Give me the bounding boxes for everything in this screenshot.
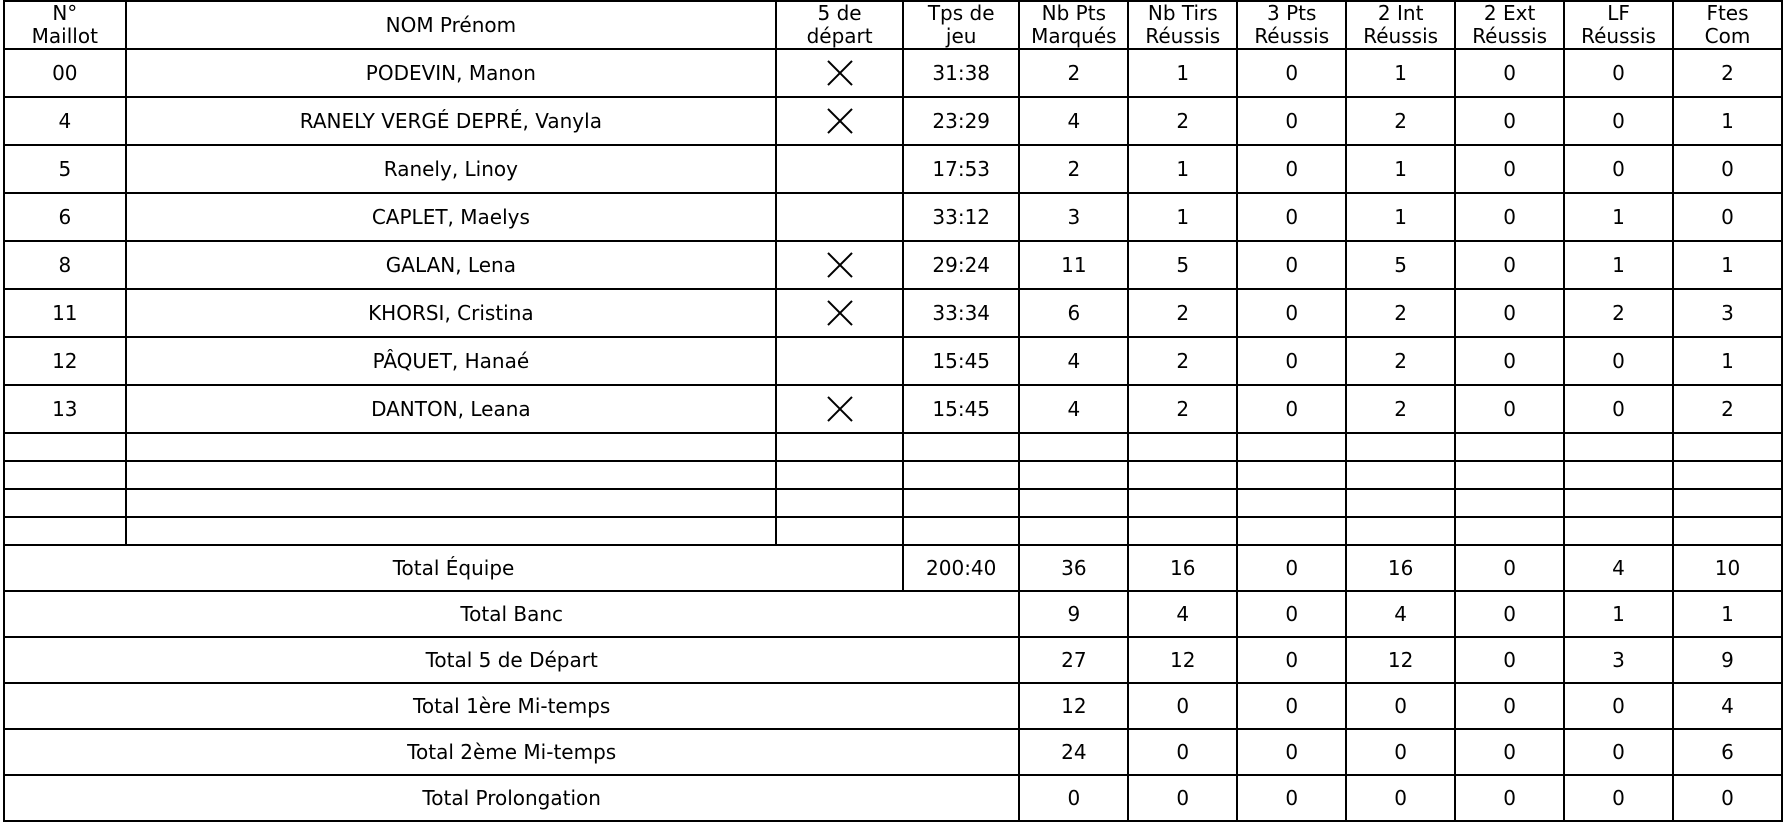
total-points: 36 [1019, 545, 1128, 591]
total-row [4, 775, 1782, 821]
col-two-inside-header [1346, 1, 1455, 49]
col-starting-five-header-line: 5 de [817, 1, 862, 25]
total-free-throws: 4 [1564, 545, 1673, 591]
play-time [903, 489, 1019, 517]
col-three-points-header-line: 3 Pts [1267, 1, 1317, 25]
player-three-points: 0 [1237, 385, 1346, 433]
player-two-outside: 0 [1455, 145, 1564, 193]
player-number: 6 [4, 193, 126, 241]
player-name [126, 517, 776, 545]
player-free-throws [1564, 461, 1673, 489]
table-row [4, 49, 1782, 97]
starting-five-cell [776, 97, 903, 145]
col-shots-made-header [1128, 1, 1237, 49]
player-fouls: 2 [1673, 385, 1782, 433]
table-row [4, 385, 1782, 433]
total-label: Total 2ème Mi-temps [4, 729, 1019, 775]
col-player-name-header-line: NOM Prénom [385, 12, 517, 37]
total-label: Total 1ère Mi-temps [4, 683, 1019, 729]
total-free-throws: 0 [1564, 683, 1673, 729]
col-starting-five-header-line: départ [806, 24, 873, 48]
play-time [903, 517, 1019, 545]
player-two-outside: 0 [1455, 337, 1564, 385]
player-name: KHORSI, Cristina [126, 289, 776, 337]
player-fouls [1673, 461, 1782, 489]
empty-row [4, 433, 1782, 461]
empty-row [4, 517, 1782, 545]
total-two-outside: 0 [1455, 775, 1564, 821]
total-shots-made: 12 [1128, 637, 1237, 683]
total-two-outside: 0 [1455, 683, 1564, 729]
total-row [4, 545, 1782, 591]
player-number: 12 [4, 337, 126, 385]
total-shots-made: 16 [1128, 545, 1237, 591]
player-three-points: 0 [1237, 145, 1346, 193]
col-number-header-line: Maillot [31, 24, 98, 48]
col-play-time-header-line: Tps de [927, 1, 995, 25]
total-shots-made: 4 [1128, 591, 1237, 637]
col-two-inside-header-line: 2 Int [1377, 1, 1424, 25]
player-fouls [1673, 433, 1782, 461]
cross-icon [823, 56, 857, 90]
col-play-time-header [903, 1, 1019, 49]
empty-row [4, 461, 1782, 489]
player-points [1019, 461, 1128, 489]
player-two-outside [1455, 489, 1564, 517]
total-free-throws: 3 [1564, 637, 1673, 683]
player-two-outside: 0 [1455, 241, 1564, 289]
player-points: 3 [1019, 193, 1128, 241]
total-three-points: 0 [1237, 683, 1346, 729]
player-two-outside: 0 [1455, 49, 1564, 97]
player-points: 2 [1019, 49, 1128, 97]
total-fouls: 10 [1673, 545, 1782, 591]
starting-five-cell [776, 289, 903, 337]
total-points: 9 [1019, 591, 1128, 637]
total-shots-made: 0 [1128, 775, 1237, 821]
player-name: GALAN, Lena [126, 241, 776, 289]
table-row [4, 337, 1782, 385]
col-fouls-header-line: Ftes [1706, 1, 1749, 25]
total-points: 27 [1019, 637, 1128, 683]
col-free-throws-header-line: LF [1607, 1, 1630, 25]
total-two-inside: 0 [1346, 729, 1455, 775]
player-three-points: 0 [1237, 193, 1346, 241]
play-time: 15:45 [903, 385, 1019, 433]
player-number: 8 [4, 241, 126, 289]
player-points: 4 [1019, 337, 1128, 385]
player-shots-made [1128, 461, 1237, 489]
total-free-throws: 0 [1564, 729, 1673, 775]
col-two-outside-header-line: Réussis [1472, 24, 1547, 48]
player-two-inside: 2 [1346, 385, 1455, 433]
player-number [4, 433, 126, 461]
player-rows [4, 49, 1782, 545]
player-points [1019, 489, 1128, 517]
play-time [903, 461, 1019, 489]
player-name: CAPLET, Maelys [126, 193, 776, 241]
total-three-points: 0 [1237, 591, 1346, 637]
player-stats-table [3, 0, 1783, 822]
player-name [126, 433, 776, 461]
player-three-points: 0 [1237, 49, 1346, 97]
play-time: 29:24 [903, 241, 1019, 289]
player-name: PODEVIN, Manon [126, 49, 776, 97]
total-two-outside: 0 [1455, 591, 1564, 637]
player-two-inside [1346, 433, 1455, 461]
player-three-points [1237, 517, 1346, 545]
starting-five-cell [776, 461, 903, 489]
player-free-throws [1564, 489, 1673, 517]
cross-icon [823, 392, 857, 426]
total-label: Total 5 de Départ [4, 637, 1019, 683]
cross-icon [823, 104, 857, 138]
player-shots-made: 2 [1128, 97, 1237, 145]
player-name [126, 489, 776, 517]
player-three-points [1237, 489, 1346, 517]
play-time [903, 433, 1019, 461]
player-free-throws: 0 [1564, 337, 1673, 385]
total-fouls: 6 [1673, 729, 1782, 775]
total-fouls: 0 [1673, 775, 1782, 821]
player-two-inside: 2 [1346, 289, 1455, 337]
total-two-inside: 16 [1346, 545, 1455, 591]
col-player-name-header [126, 1, 776, 49]
player-two-inside: 1 [1346, 145, 1455, 193]
player-points: 4 [1019, 97, 1128, 145]
col-free-throws-header [1564, 1, 1673, 49]
total-label: Total Équipe [4, 545, 903, 591]
play-time: 17:53 [903, 145, 1019, 193]
player-two-inside [1346, 461, 1455, 489]
player-number: 00 [4, 49, 126, 97]
total-three-points: 0 [1237, 775, 1346, 821]
play-time: 15:45 [903, 337, 1019, 385]
table-row [4, 145, 1782, 193]
player-two-outside: 0 [1455, 193, 1564, 241]
starting-five-cell [776, 49, 903, 97]
total-two-outside: 0 [1455, 637, 1564, 683]
player-number [4, 489, 126, 517]
player-two-outside [1455, 461, 1564, 489]
player-free-throws: 0 [1564, 385, 1673, 433]
player-fouls: 0 [1673, 145, 1782, 193]
table-row [4, 241, 1782, 289]
total-points: 0 [1019, 775, 1128, 821]
player-points: 4 [1019, 385, 1128, 433]
total-two-inside: 4 [1346, 591, 1455, 637]
total-fouls: 1 [1673, 591, 1782, 637]
col-two-outside-header-line: 2 Ext [1483, 1, 1536, 25]
total-fouls: 9 [1673, 637, 1782, 683]
player-two-outside: 0 [1455, 289, 1564, 337]
table-row [4, 193, 1782, 241]
play-time: 23:29 [903, 97, 1019, 145]
total-fouls: 4 [1673, 683, 1782, 729]
col-points-header-line: Marqués [1031, 24, 1117, 48]
player-free-throws: 0 [1564, 97, 1673, 145]
col-three-points-header-line: Réussis [1254, 24, 1330, 48]
player-number: 4 [4, 97, 126, 145]
player-fouls [1673, 489, 1782, 517]
starting-five-cell [776, 385, 903, 433]
total-row [4, 591, 1782, 637]
player-number: 13 [4, 385, 126, 433]
starting-five-cell [776, 193, 903, 241]
total-two-inside: 0 [1346, 775, 1455, 821]
player-name: DANTON, Leana [126, 385, 776, 433]
player-free-throws: 1 [1564, 241, 1673, 289]
player-shots-made: 2 [1128, 385, 1237, 433]
player-free-throws: 1 [1564, 193, 1673, 241]
total-row [4, 683, 1782, 729]
total-two-inside: 12 [1346, 637, 1455, 683]
player-fouls: 0 [1673, 193, 1782, 241]
col-shots-made-header-line: Réussis [1145, 24, 1221, 48]
col-fouls-header [1673, 1, 1782, 49]
total-three-points: 0 [1237, 545, 1346, 591]
player-fouls: 2 [1673, 49, 1782, 97]
player-name: PÂQUET, Hanaé [126, 337, 776, 385]
col-two-outside-header [1455, 1, 1564, 49]
play-time: 33:12 [903, 193, 1019, 241]
player-two-inside [1346, 517, 1455, 545]
total-two-outside: 0 [1455, 729, 1564, 775]
total-play-time: 200:40 [903, 545, 1019, 591]
player-fouls: 1 [1673, 241, 1782, 289]
starting-five-cell [776, 145, 903, 193]
player-two-inside: 2 [1346, 337, 1455, 385]
total-shots-made: 0 [1128, 729, 1237, 775]
total-label: Total Banc [4, 591, 1019, 637]
player-fouls: 3 [1673, 289, 1782, 337]
player-number [4, 517, 126, 545]
total-label: Total Prolongation [4, 775, 1019, 821]
player-shots-made [1128, 489, 1237, 517]
player-three-points: 0 [1237, 289, 1346, 337]
total-row [4, 729, 1782, 775]
player-name: Ranely, Linoy [126, 145, 776, 193]
player-two-inside: 2 [1346, 97, 1455, 145]
total-two-inside: 0 [1346, 683, 1455, 729]
player-points [1019, 517, 1128, 545]
player-points [1019, 433, 1128, 461]
player-free-throws [1564, 517, 1673, 545]
col-fouls-header-line: Com [1704, 24, 1751, 48]
player-shots-made: 5 [1128, 241, 1237, 289]
total-points: 12 [1019, 683, 1128, 729]
player-three-points [1237, 461, 1346, 489]
player-two-inside [1346, 489, 1455, 517]
player-two-outside [1455, 433, 1564, 461]
player-free-throws: 2 [1564, 289, 1673, 337]
col-number-header-line: N° [52, 1, 78, 25]
player-number [4, 461, 126, 489]
player-number: 11 [4, 289, 126, 337]
col-shots-made-header-line: Nb Tirs [1147, 1, 1218, 25]
player-points: 2 [1019, 145, 1128, 193]
player-fouls [1673, 517, 1782, 545]
col-points-header [1019, 1, 1128, 49]
starting-five-cell [776, 433, 903, 461]
player-fouls: 1 [1673, 97, 1782, 145]
table-row [4, 289, 1782, 337]
total-shots-made: 0 [1128, 683, 1237, 729]
header-row [4, 1, 1782, 49]
col-points-header-line: Nb Pts [1041, 1, 1107, 25]
player-three-points [1237, 433, 1346, 461]
total-rows [4, 545, 1782, 821]
empty-row [4, 489, 1782, 517]
player-shots-made: 1 [1128, 49, 1237, 97]
player-shots-made [1128, 433, 1237, 461]
player-shots-made: 1 [1128, 193, 1237, 241]
player-two-inside: 1 [1346, 49, 1455, 97]
player-fouls: 1 [1673, 337, 1782, 385]
col-starting-five-header [776, 1, 903, 49]
cross-icon [823, 248, 857, 282]
player-shots-made: 2 [1128, 337, 1237, 385]
col-free-throws-header-line: Réussis [1581, 24, 1656, 48]
player-shots-made: 1 [1128, 145, 1237, 193]
player-two-inside: 1 [1346, 193, 1455, 241]
player-free-throws: 0 [1564, 145, 1673, 193]
col-two-inside-header-line: Réussis [1363, 24, 1439, 48]
player-points: 6 [1019, 289, 1128, 337]
player-free-throws: 0 [1564, 49, 1673, 97]
total-free-throws: 0 [1564, 775, 1673, 821]
player-shots-made: 2 [1128, 289, 1237, 337]
player-two-outside [1455, 517, 1564, 545]
total-points: 24 [1019, 729, 1128, 775]
table-row [4, 97, 1782, 145]
total-three-points: 0 [1237, 637, 1346, 683]
total-free-throws: 1 [1564, 591, 1673, 637]
player-free-throws [1564, 433, 1673, 461]
total-two-outside: 0 [1455, 545, 1564, 591]
player-two-outside: 0 [1455, 385, 1564, 433]
player-three-points: 0 [1237, 241, 1346, 289]
starting-five-cell [776, 337, 903, 385]
cross-icon [823, 296, 857, 330]
player-two-outside: 0 [1455, 97, 1564, 145]
player-number: 5 [4, 145, 126, 193]
total-row [4, 637, 1782, 683]
player-name: RANELY VERGÉ DEPRÉ, Vanyla [126, 97, 776, 145]
col-play-time-header-line: jeu [945, 24, 977, 48]
player-shots-made [1128, 517, 1237, 545]
total-three-points: 0 [1237, 729, 1346, 775]
play-time: 33:34 [903, 289, 1019, 337]
col-three-points-header [1237, 1, 1346, 49]
starting-five-cell [776, 517, 903, 545]
table-header [4, 1, 1782, 49]
play-time: 31:38 [903, 49, 1019, 97]
starting-five-cell [776, 241, 903, 289]
col-number-header [4, 1, 126, 49]
player-three-points: 0 [1237, 337, 1346, 385]
player-points: 11 [1019, 241, 1128, 289]
player-name [126, 461, 776, 489]
player-two-inside: 5 [1346, 241, 1455, 289]
starting-five-cell [776, 489, 903, 517]
player-three-points: 0 [1237, 97, 1346, 145]
